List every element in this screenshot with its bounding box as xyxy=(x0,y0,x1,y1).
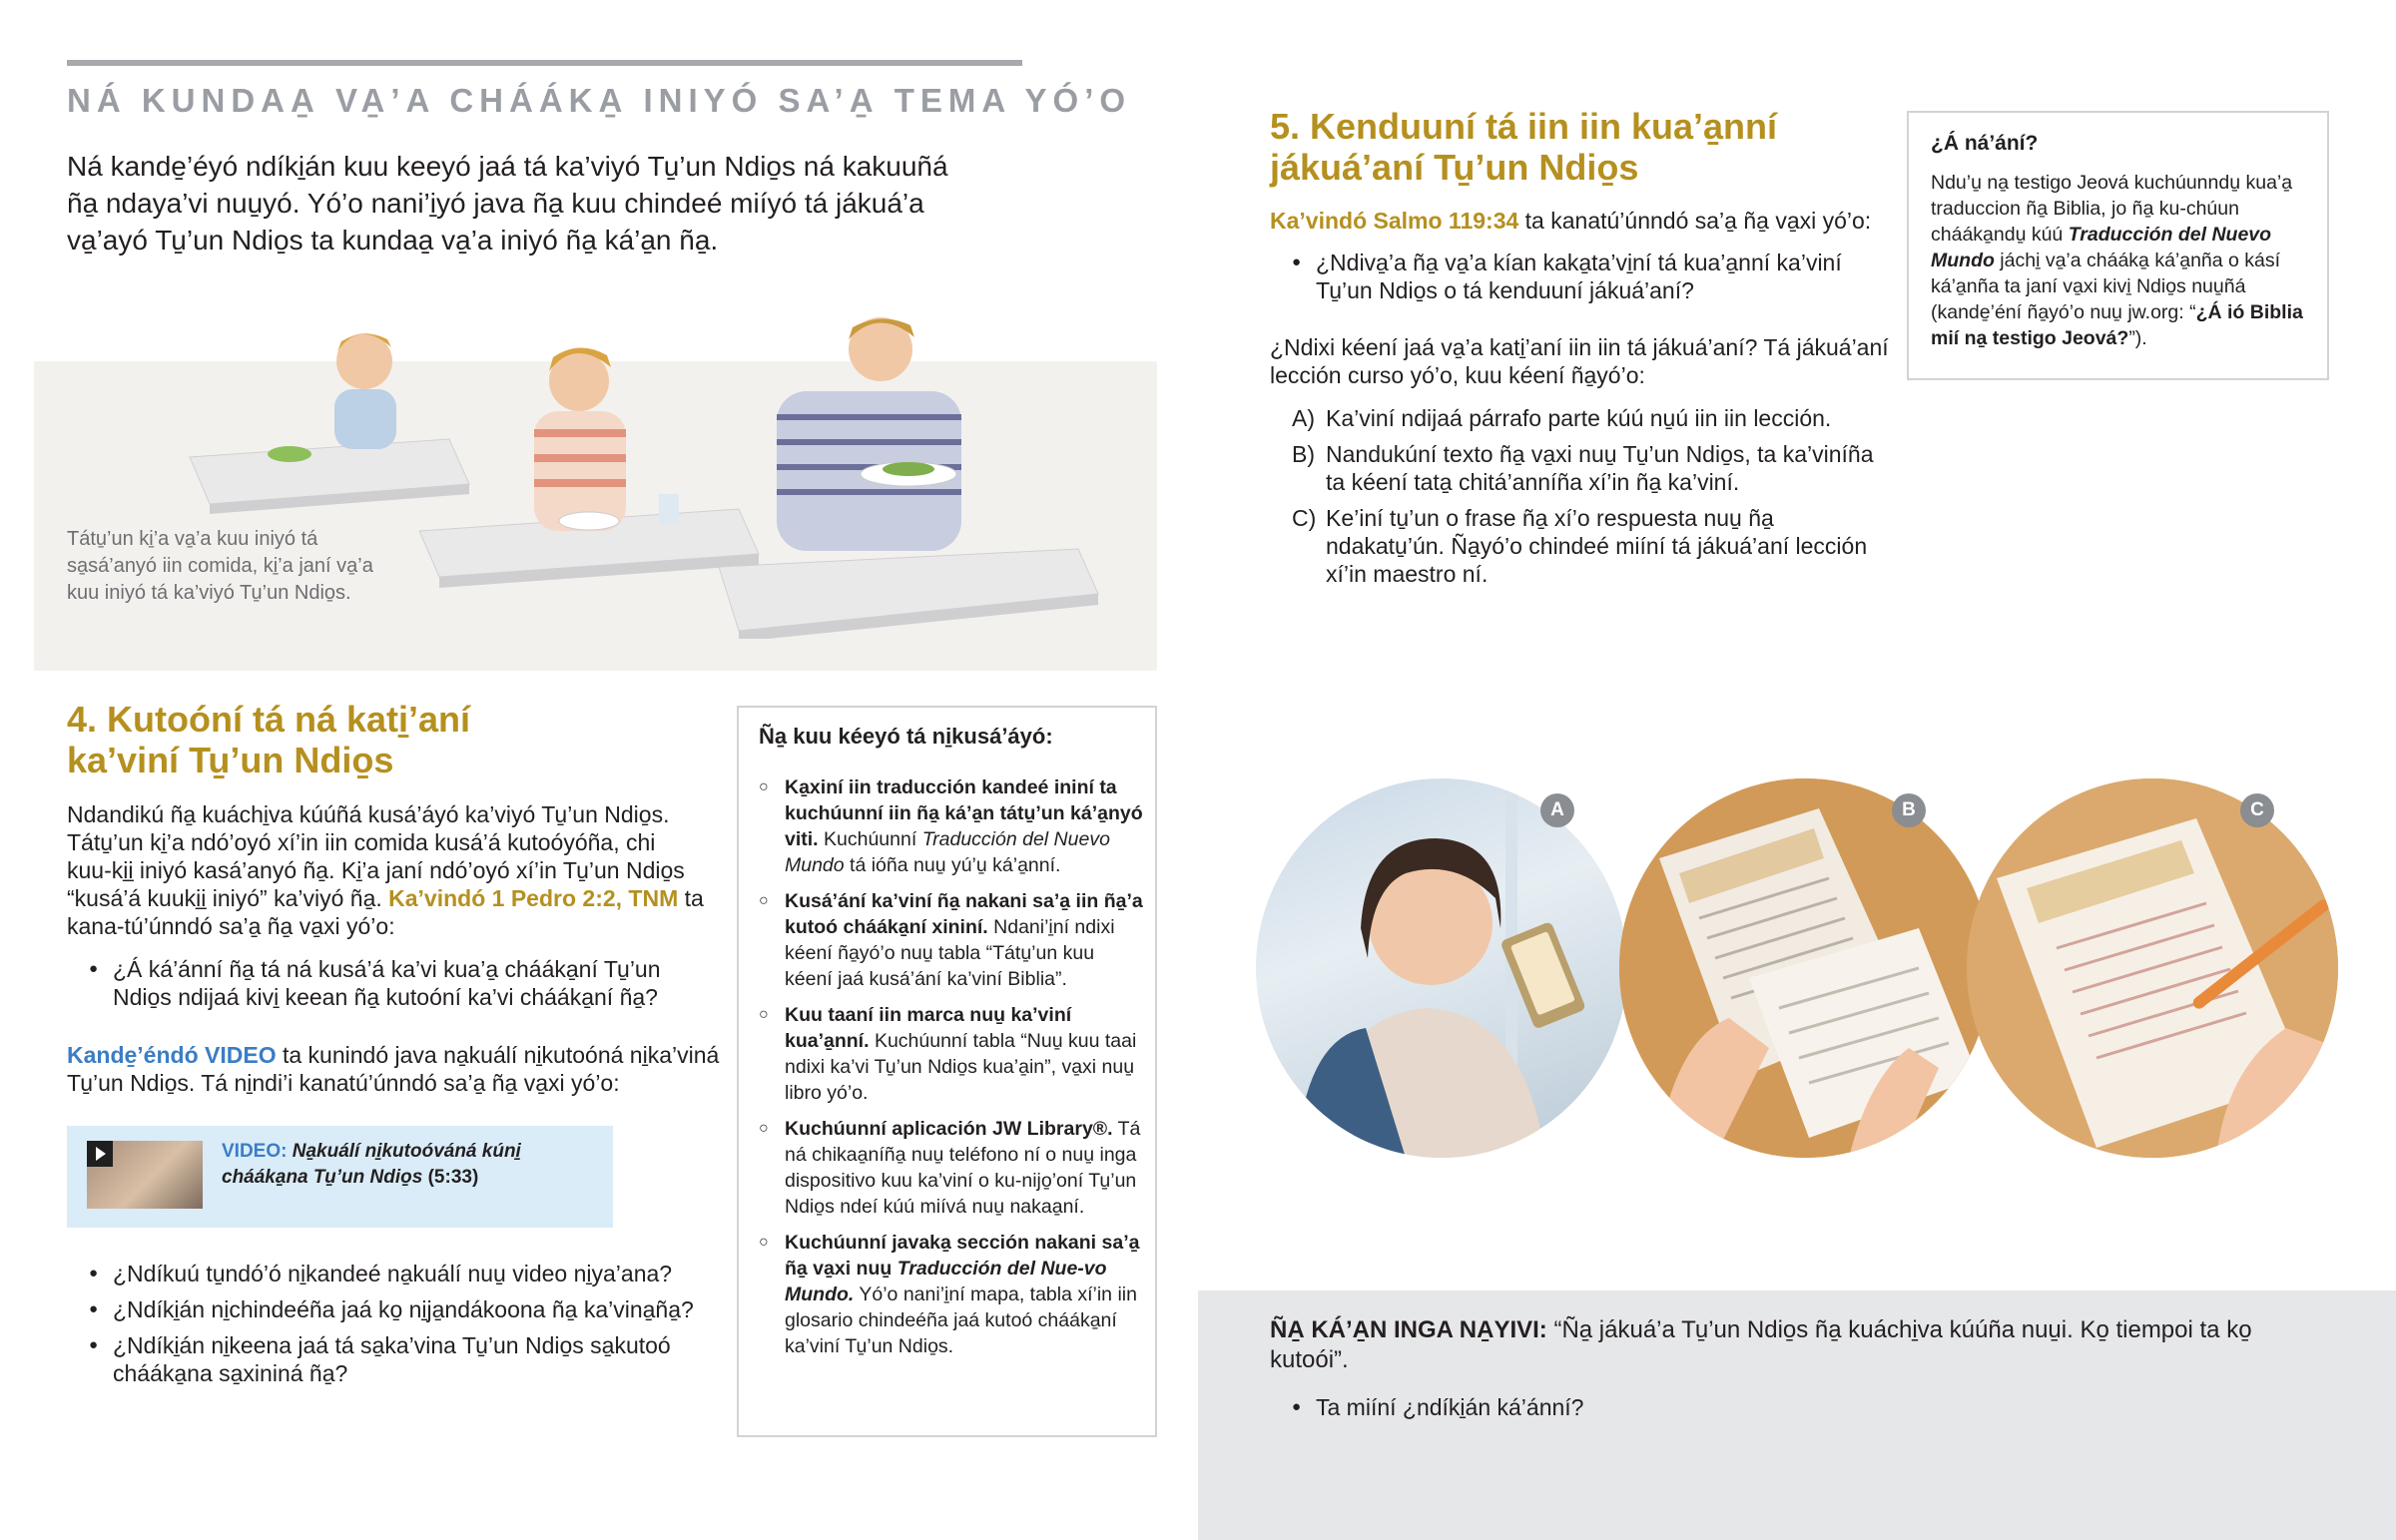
info-text-end: ”). xyxy=(2128,327,2147,349)
video-title[interactable] xyxy=(222,1139,601,1191)
tip-italic: Traducción del Nuevo Mundo xyxy=(785,828,1110,876)
section-4-video-paragraph xyxy=(67,1041,726,1097)
section-4-title-line1: 4. Kutoóní tá ná kati̱’aní xyxy=(67,699,471,740)
video-question: ● ¿Ndíki̱án ni̱chindeéña jaá ko̱ ni̱ja̱ndákoona ña̱ ka’vina̱ña̱? xyxy=(67,1295,706,1323)
step-text: Ka’viní ndijaá párrafo parte kúú nu̱ú iin iin lección. xyxy=(1326,405,1832,431)
play-icon[interactable] xyxy=(87,1141,113,1167)
section-5-title-line1: 5. Kenduuní tá iin iin kua’a̱nní xyxy=(1270,106,1778,147)
did-you-know-title: ¿Á ná’ání? xyxy=(1931,132,2039,155)
section-4-title xyxy=(67,699,706,780)
section-5-title xyxy=(1270,106,1869,188)
scripture-reference-link[interactable]: Ka’vindó Salmo 119:34 xyxy=(1270,208,1519,234)
tip-item xyxy=(759,1116,1143,1220)
photo-tag-c: C xyxy=(2240,793,2274,827)
tip-bold: Kuchúunní javaka̱ sección nakani sa’a̱ ña̱ va̱xi nuu̱ xyxy=(785,1232,1140,1280)
photo-b-reading-bible xyxy=(1619,778,1991,1158)
section-5-question: ● ¿Ndiva̱’a ña̱ va̱’a kían kaka̱ta’vi̱ní tá kua’a̱nní ka’viní Tu̱’un Ndio̱s o tá kenduuní jákuá’aní? xyxy=(1270,249,1889,304)
info-text: Ndu’u̱ na̱ testigo Jeová kuchúunndu̱ kua’a̱ traduccion ña̱ Biblia, jo ña̱ ku-chúun chááka̱ndu̱ kúú xyxy=(1931,172,2293,246)
video-tag: VIDEO: xyxy=(222,1141,288,1162)
tip-text: Kuchúunní tabla “Nuu̱ kuu taai ndixi ka’vi Tu̱’un Ndio̱s kua’a̱in”, va̱xi nuu̱ libro yó’o. xyxy=(785,1030,1137,1104)
other-people-quote xyxy=(1270,1315,2268,1375)
photo-a-drawing xyxy=(1256,778,1627,1158)
photo-a-girl-reading-phone xyxy=(1256,778,1627,1158)
step-letter: A) xyxy=(1292,405,1315,431)
section-4-question-list xyxy=(67,955,706,1019)
tip-text: Kuchúunní xyxy=(818,828,922,850)
section-5-title-line2: jákuá’aní Tu̱’un Ndio̱s xyxy=(1270,147,1639,188)
section-4-paragraph-end: ta kana-tú’únndó sa’a̱ ña̱ va̱xi yó’o: xyxy=(67,885,704,939)
section-5-paragraph: ¿Ndixi kéení jaá va̱’a kati̱’aní iin iin tá jákuá’aní? Tá jákuá’aní lección curso yó’o, kuu kéení ña̱yó’o: xyxy=(1270,334,1889,388)
tip-tail: Yó’o nani’i̱ní mapa, tabla xí’in iin glosario chindeéña jaá kutoó chááka̱ní ka’viní Tu̱’un Ndio̱s. xyxy=(785,1283,1137,1357)
study-step xyxy=(1270,440,1889,496)
page-heading: NÁ KUNDAA̱ VA̱’A CHÁÁKA̱ INIYÓ SA’A̱ TEMA YÓ’O xyxy=(67,82,1132,119)
tip-item xyxy=(759,1230,1143,1359)
video-question: ● ¿Ndíkuú tu̱ndó’ó ni̱kandeé na̱kuálí nuu̱ video ni̱ya’ana? xyxy=(67,1260,706,1287)
tip-item xyxy=(759,774,1143,878)
top-rule xyxy=(67,60,1022,66)
photo-tag-a: A xyxy=(1540,793,1574,827)
info-link-title[interactable]: ¿Á ió Biblia mií na̱ testigo Jeová? xyxy=(1931,301,2303,349)
info-italic: Traducción del Nuevo Mundo xyxy=(1931,224,2272,271)
video-question-list xyxy=(67,1260,706,1395)
info-text-mid: jáchi̱ va̱’a chááka̱ ká’a̱nña o kásí ká’a̱nña ta janí va̱xi kivi̱ Ndio̱s nuu̱ñá (kande̱’éní ña̱yó’o nuu̱ jw.org: “ xyxy=(1931,250,2281,323)
footer-question: ● Ta miíní ¿ndíki̱án ká’ánní? xyxy=(1270,1393,1969,1421)
tip-item xyxy=(759,1002,1143,1106)
step-letter: C) xyxy=(1292,505,1317,531)
study-step xyxy=(1270,504,1889,588)
video-question: ● ¿Ndíki̱án ni̱keena jaá tá sa̱ka’vina Tu̱’un Ndio̱s sa̱kutoó chááka̱na sa̱xininá ña̱? xyxy=(67,1331,706,1387)
tip-text: Ndani’i̱ní ndixi kéení ña̱yó’o nuu̱ tabla “Tátu̱’un kuu kéení jaá kusá’ání ka’viní Biblia”. xyxy=(785,916,1115,990)
section-4-paragraph xyxy=(67,800,706,940)
section-4-question: ● ¿Á ká’ánní ña̱ tá ná kusá’á ka’vi kua’a̱ chááka̱ní Tu̱’un Ndio̱s ndijaá kivi̱ keean ña̱ kutoóní ka’vi chááka̱ní ña̱? xyxy=(67,955,706,1011)
photo-b-drawing xyxy=(1619,778,1991,1158)
tip-bold: Kuu taaní iin marca nuu̱ ka’viní kua’a̱nní. xyxy=(785,1004,1072,1052)
tips-list xyxy=(759,774,1143,1369)
did-you-know-text xyxy=(1931,170,2310,351)
step-text: Nandukúní texto ña̱ va̱xi nuu̱ Tu̱’un Ndio̱s, ta ka’viníña ta kéení tata̱ chitá’anníña xí’in ña̱ ka’viní. xyxy=(1326,441,1874,495)
tip-bold: Ka̱xiní iin traducción kandeé ininí ta kuchúunní iin ña̱ ká’a̱n tátu̱’un ká’a̱nyó viti. xyxy=(785,776,1143,850)
tip-italic: Traducción del Nue-vo Mundo. xyxy=(785,1258,1107,1305)
quote-lead: ÑA̱ KÁ’A̱N INGA NA̱YIVI: xyxy=(1270,1316,1547,1343)
quote-text: “Ña̱ jákuá’a Tu̱’un Ndio̱s ña̱ kuáchi̱va kúúña nuu̱i. Ko̱ tiempoi ta ko̱ kutoói”. xyxy=(1270,1316,2252,1373)
tip-item xyxy=(759,888,1143,992)
tip-tail: tá ióña nuu̱ yú’u̱ ká’a̱nní. xyxy=(844,854,1061,876)
photo-c-drawing xyxy=(1967,778,2338,1158)
footer-question-list xyxy=(1270,1393,1969,1429)
step-letter: B) xyxy=(1292,441,1315,467)
video-title-text: Na̱kuálí ni̱kutoóváná kúni̱ chááka̱na Tu̱’un Ndio̱s xyxy=(222,1141,521,1188)
tips-title: Ña̱ kuu kéeyó tá ni̱kusá’áyó: xyxy=(759,724,1053,749)
illustration-caption: Tátu̱’un ki̱’a va̱’a kuu iniyó tá sa̱sá’anyó iin comida, ki̱’a janí va̱’a kuu iniyó tá ka’viyó Tu̱’un Ndio̱s. xyxy=(67,528,373,604)
step-text: Ke’iní tu̱’un o frase ña̱ xí’o respuesta nuu̱ ña̱ ndakatu̱’ún. Ña̱yó’o chindeé miíní tá jákuá’aní lección xí’in maestro ní. xyxy=(1326,505,1868,587)
section-5-ref-tail: ta kanatú’únndó sa’a̱ ña̱ va̱xi yó’o: xyxy=(1524,208,1872,234)
tip-bold: Kuchúunní aplicación JW Library®. xyxy=(785,1118,1113,1140)
section-4-paragraph-text: Ndandikú ña̱ kuáchi̱va kúúñá kusá’áyó ka’viyó Tu̱’un Ndio̱s. Tátu̱’un ki̱’a ndó’oyó xí’in iin comida kusá’á kutoóyóña, chi kuu-ki̱i̱ iniyó kasá’anyó ña̱. Ki̱’a janí ndó’oyó xí’in Tu̱’un Ndio̱s “kusá’á kuuki̱i̱ iniyó” ka’viyó ña̱. xyxy=(67,801,685,911)
tip-text: Tá ná chikaa̱níña̱ nuu̱ teléfono ní o nuu̱ inga dispositivo kuu ka’viní o ku-nijo̱’oní Tu̱’un Ndio̱s ndeí kúú miívá nuu̱ nakaa̱ní. xyxy=(785,1118,1141,1218)
study-step xyxy=(1270,404,1889,432)
tip-bold: Kusá’ání ka’viní ña̱ nakani sa’a̱ iin ña̱’a kutoó chááka̱ní xininí. xyxy=(785,890,1143,938)
intro-paragraph: Ná kande̱’éyó ndíki̱án kuu keeyó jaá tá ka’viyó Tu̱’un Ndio̱s ná kakuuñá ña̱ ndaya’vi nuu̱yó. Yó’o nani’i̱yó java ña̱ kuu chindeé miíyó tá jákuá’a va̱’ayó Tu̱’un Ndio̱s ta kundaa̱ va̱’a iniyó ña̱ ká’a̱n ña̱. xyxy=(67,151,948,256)
photo-tag-b: B xyxy=(1892,793,1926,827)
scripture-reference-link[interactable]: Ka’vindó 1 Pedro 2:2, TNM xyxy=(388,885,679,911)
photo-c-writing-in-book xyxy=(1967,778,2338,1158)
watch-video-link[interactable]: Kande̱’éndó VIDEO xyxy=(67,1042,277,1068)
video-duration: (5:33) xyxy=(427,1167,479,1188)
study-steps-list xyxy=(1270,404,1889,596)
section-5-question-list xyxy=(1270,249,1889,312)
video-paragraph-text: ta kunindó java na̱kuálí ni̱kutoóná ni̱ka’viná Tu̱’un Ndio̱s. Tá ni̱ndi’i kanatú’únndó sa’a̱ ña̱ va̱xi yó’o: xyxy=(67,1042,720,1096)
section-5-reference-line xyxy=(1270,207,1889,235)
section-4-title-line2: ka’viní Tu̱’un Ndio̱s xyxy=(67,740,394,780)
